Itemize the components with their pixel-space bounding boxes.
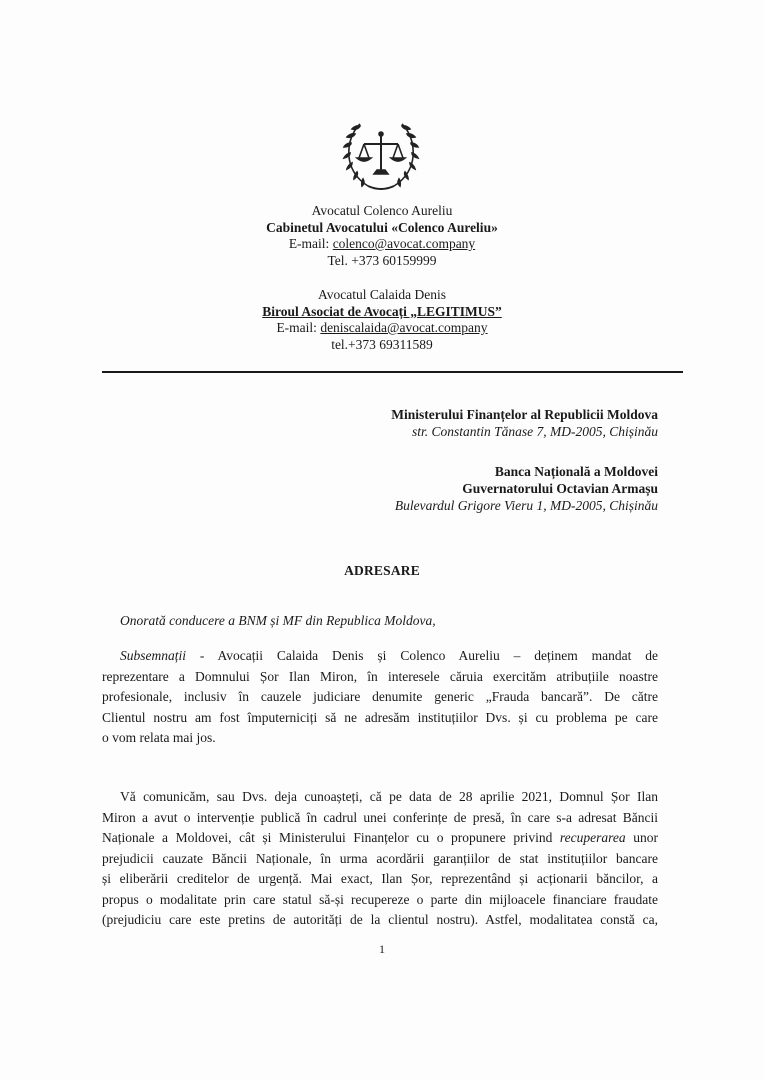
paragraph-2	[102, 787, 658, 931]
document-title: ADRESARE	[344, 563, 420, 578]
lawyer-1-email-label: E-mail:	[288, 236, 333, 251]
lawyer-2-email-label: E-mail:	[276, 320, 321, 335]
paragraph-2-line: Vă comunicăm, sau Dvs. deja cunoașteți, că pe data de 28 aprilie 2021, Domnul Șor Ilan	[120, 789, 658, 804]
paragraph-2-line: propus o modalitate prin care statul să-și recupereze o parte din mijloacele financiare fraudate	[102, 891, 658, 907]
paragraph-1-line: reprezentare a Domnului Șor Ilan Miron, în interesele căruia exercităm atribuțiile noastre	[102, 668, 658, 684]
paragraph-2-line: și eliberării creditelor de urgență. Mai exact, Ilan Șor, reprezentând și acționarii băncilor, a	[102, 871, 658, 886]
paragraph-2-line: (prejudiciu care este pretins de autorități de la clientul nostru). Astfel, modalitatea constă ca,	[102, 912, 658, 927]
lawyer-1-email-line	[0, 236, 764, 253]
paragraph-2-line: prejudicii cauzate Băncii Naționale, în urma acordării garanțiilor de stat instituțiilor bancare	[102, 850, 658, 866]
paragraph-1-line: profesionale, inclusiv în cauzele judiciare denumite generic „Frauda bancară”. De către	[102, 689, 658, 704]
recipient-bank-name: Banca Națională a Moldovei	[494, 464, 658, 479]
recipient-ministry	[391, 407, 658, 441]
paragraph-1-lead: Subsemnații	[120, 648, 186, 663]
recipient-ministry-name: Ministerului Finanțelor al Republicii Moldova	[391, 407, 658, 422]
paragraph-2-emphasis: recuperarea	[559, 830, 626, 845]
lawyer-2-email-line	[0, 320, 764, 337]
paragraph-1-line: Subsemnații - Avocații Calaida Denis și Colenco Aureliu – deținem mandat de	[120, 648, 658, 663]
lawyer-2-email-link[interactable]: deniscalaida@avocat.company	[320, 320, 488, 335]
letterhead-divider	[102, 371, 683, 373]
lawyer-1-phone: Tel. +373 60159999	[327, 252, 437, 268]
recipient-ministry-address: str. Constantin Tănase 7, MD-2005, Chișinău	[411, 423, 658, 439]
letterhead-lawyer-2	[0, 287, 764, 353]
paragraph-1-line: o vom relata mai jos.	[102, 730, 216, 745]
salutation: Onorată conducere a BNM și MF din Republica Moldova,	[120, 613, 436, 628]
paragraph-1	[102, 646, 658, 749]
lawyer-1-office: Cabinetul Avocatului «Colenco Aureliu»	[266, 219, 498, 235]
recipient-bank-address: Bulevardul Grigore Vieru 1, MD-2005, Chișinău	[394, 497, 658, 513]
paragraph-2-line: Miron a avut o intervenție publică în cadrul unei conferințe de presă, în care s-a adresat Băncii	[102, 809, 658, 825]
lawyer-2-phone: tel.+373 69311589	[331, 336, 433, 352]
scales-of-justice-wreath-icon	[338, 112, 424, 198]
paragraph-2-line: Naționale a Moldovei, cât și Ministerului Finanțelor cu o propunere privind recuperarea unor	[102, 830, 658, 845]
recipient-national-bank	[395, 464, 658, 514]
lawyer-2-office: Biroul Asociat de Avocați „LEGITIMUS”	[262, 303, 502, 319]
recipient-bank-attention: Guvernatorului Octavian Armașu	[462, 480, 658, 496]
page-number: 1	[379, 942, 385, 956]
lawyer-2-name: Avocatul Calaida Denis	[318, 287, 446, 302]
letterhead-lawyer-1	[0, 203, 764, 269]
lawyer-1-name: Avocatul Colenco Aureliu	[311, 203, 453, 218]
lawyer-1-email-link[interactable]: colenco@avocat.company	[332, 236, 476, 251]
paragraph-1-line: Clientul nostru am fost împuterniciți să ne adresăm instituțiilor Dvs. și cu problema pe care	[102, 709, 658, 725]
